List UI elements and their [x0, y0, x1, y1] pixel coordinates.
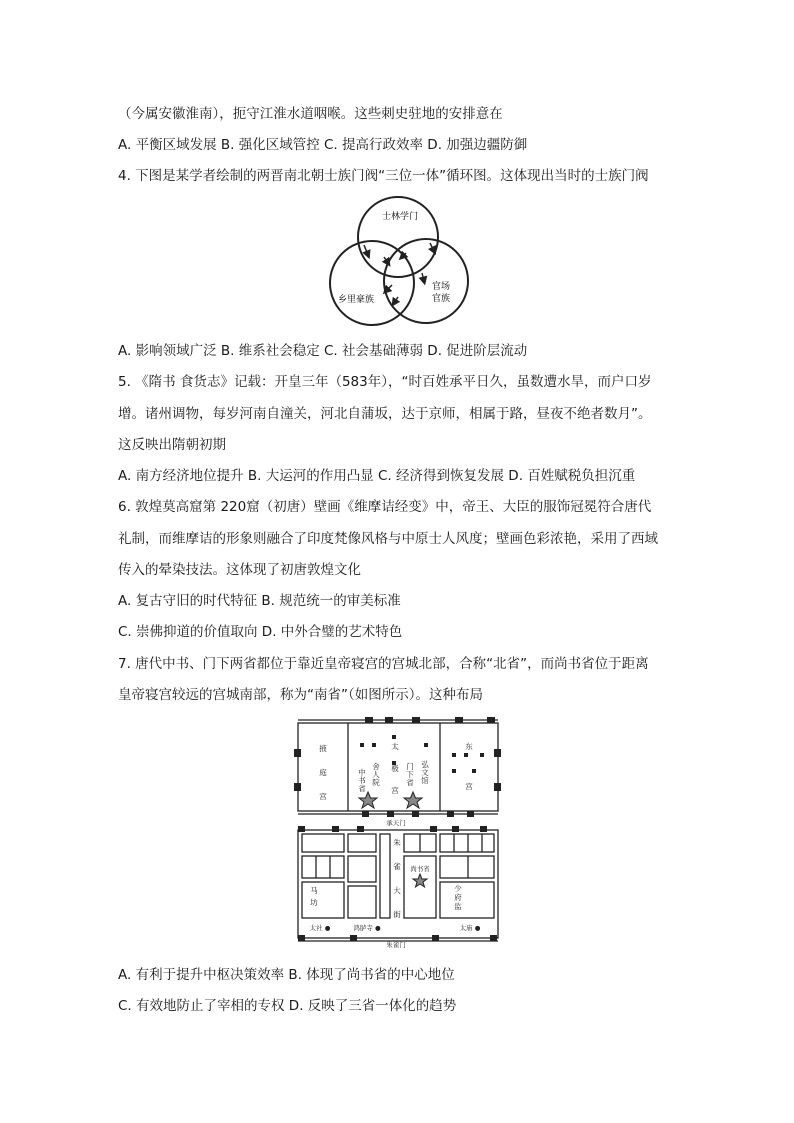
q7-stem-1: 7. 唐代中书、门下两省都位于靠近皇帝寝宫的宫城北部，合称“北省”，而尚书省位于距离 [118, 656, 649, 672]
star-zhongshu [359, 792, 377, 808]
label-menxia-2: 下 [406, 770, 414, 779]
label-zhongshu-2: 书 [358, 776, 366, 785]
label-zhongshu-3: 省 [358, 784, 366, 793]
label-sheren-1: 舍 [372, 762, 380, 771]
label-zhongshu-1: 中 [358, 768, 366, 777]
venn-circle-top [358, 197, 438, 277]
label-shaofu-1: 少 [454, 884, 462, 893]
label-sheren-3: 院 [372, 778, 380, 787]
star-menxia [404, 792, 422, 808]
label-shaofu-2: 府 [454, 893, 462, 902]
label-hongwen-2: 文 [421, 768, 429, 777]
label-dong-2: 宫 [465, 782, 473, 791]
q5-stem-3: 这反映出隋朝初期 [118, 437, 226, 453]
q4-options: A. 影响领域广泛 B. 维系社会稳定 C. 社会基础薄弱 D. 促进阶层流动 [118, 343, 528, 359]
label-hongwen-3: 馆 [421, 776, 429, 785]
q6-options-cd: C. 崇佛抑道的价值取向 D. 中外合璧的艺术特色 [118, 624, 403, 640]
label-taiji-3: 宫 [391, 786, 399, 795]
q3-options: A. 平衡区域发展 B. 强化区域管控 C. 提高行政效率 D. 加强边疆防御 [118, 137, 528, 153]
venn-label-right-2: 官族 [431, 294, 451, 304]
venn-label-right-1: 官场 [431, 282, 451, 292]
venn-label-top: 士林学门 [381, 212, 419, 222]
q6-stem-3: 传入的晕染技法。这体现了初唐敦煌文化 [118, 562, 361, 578]
q4-stem: 4. 下图是某学者绘制的两晋南北朝士族门阀“三位一体”循环图。这体现出当时的士族门阀 [118, 168, 649, 184]
label-yeting-3: 宫 [319, 792, 327, 801]
venn-circle-left [330, 241, 414, 325]
label-dong-1: 东 [465, 742, 473, 751]
label-mafang-1: 马 [310, 886, 318, 895]
label-zhuque-2: 雀 [393, 862, 401, 871]
q5-stem-2: 增。诸州调物，每岁河南自潼关，河北自蒲坂，达于京师，相属于路，昼夜不绝者数月”。 [118, 406, 652, 422]
venn-diagram [326, 193, 472, 328]
q5-options: A. 南方经济地位提升 B. 大运河的作用凸显 C. 经济得到恢复发展 D. 百姓赋税负担沉重 [118, 468, 636, 484]
venn-circle-right [384, 239, 468, 323]
text-line-1: （今属安徽淮南），扼守江淮水道咽喉。这些刺史驻地的安排意在 [118, 106, 503, 122]
label-menxia-3: 省 [406, 778, 414, 787]
changan-layout-map [292, 713, 504, 949]
q7-options-cd: C. 有效地防止了宰相的专权 D. 反映了三省一体化的趋势 [118, 998, 457, 1014]
q7-stem-2: 皇帝寝宫较远的宫城南部，称为“南省”（如图所示）。这种布局 [118, 687, 483, 703]
label-dajie-2: 街 [393, 910, 401, 919]
label-mafang-2: 坊 [310, 898, 318, 907]
label-shangshu: 尚书省 [410, 865, 430, 873]
label-taishe: 太社 ● [309, 924, 331, 932]
q7-options-ab: A. 有利于提升中枢决策效率 B. 体现了尚书省的中心地位 [118, 967, 455, 983]
star-shangshu [413, 874, 427, 887]
label-honglu: 鸿胪寺 ● [353, 924, 381, 932]
q5-stem-1: 5. 《隋书 食货志》记载：开皇三年（583年），“时百姓承平日久，虽数遭水旱，而户口岁 [118, 374, 652, 390]
label-sheren-2: 人 [372, 770, 380, 779]
label-taiji-1: 太 [391, 742, 399, 751]
q6-stem-2: 礼制，而维摩诘的形象则融合了印度梵像风格与中原士人风度；壁画色彩浓艳，采用了西域 [118, 531, 658, 547]
label-shaofu-3: 监 [454, 902, 462, 911]
venn-label-left: 乡里豪族 [337, 295, 375, 305]
label-zhuque-1: 朱 [393, 838, 401, 847]
label-hongwen-1: 弘 [421, 760, 429, 769]
label-zhuquemen: 朱雀门 [386, 941, 406, 949]
label-dajie-1: 大 [393, 886, 401, 895]
label-chengtianmen: 承天门 [386, 819, 406, 827]
label-taiji-2: 极 [391, 764, 399, 773]
q6-options-ab: A. 复古守旧的时代特征 B. 规范统一的审美标准 [118, 593, 401, 609]
label-menxia-1: 门 [406, 762, 414, 771]
q6-stem-1: 6. 敦煌莫高窟第 220窟（初唐）壁画《维摩诘经变》中，帝王、大臣的服饰冠冕符合唐代 [118, 499, 652, 515]
label-yeting-2: 庭 [319, 768, 327, 777]
label-yeting-1: 掖 [319, 744, 327, 753]
label-taimiao: 太庙 ● [459, 924, 481, 932]
